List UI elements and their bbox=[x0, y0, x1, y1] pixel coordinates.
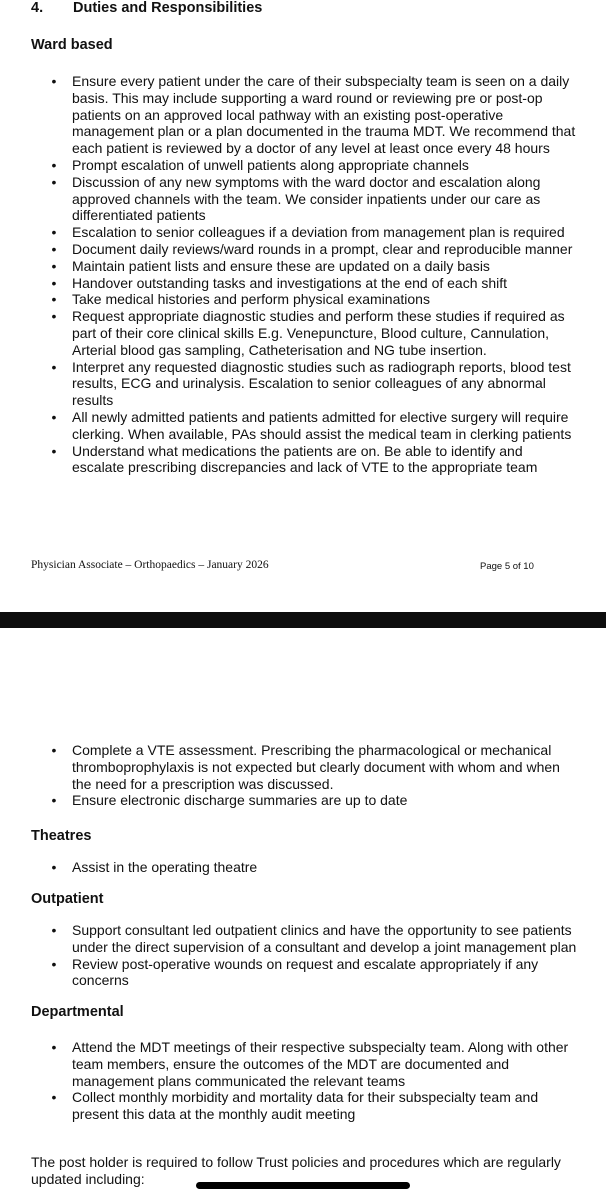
bullet-icon: • bbox=[51, 173, 57, 190]
page-footer-number: Page 5 of 10 bbox=[480, 561, 534, 572]
closing-paragraph: The post holder is required to follow Trust policies and procedures which are regularly updated including: bbox=[31, 1154, 561, 1187]
list-item bbox=[48, 443, 578, 477]
bullet-icon: • bbox=[51, 1089, 57, 1106]
list-item bbox=[48, 956, 578, 990]
list-item bbox=[48, 291, 578, 308]
list-item-text: Complete a VTE assessment. Prescribing the pharmacological or mechanical thromboprophylaxis is not expected but clearly document with whom and when the need for a prescription was discussed. bbox=[72, 742, 560, 792]
bullet-icon: • bbox=[51, 859, 57, 875]
bullet-icon: • bbox=[51, 73, 57, 89]
list-item bbox=[48, 275, 578, 292]
list-item-text: Attend the MDT meetings of their respective subspecialty team. Along with other team members, ensure the outcomes of the MDT are documented and management plans communicated the relevant teams bbox=[72, 1039, 569, 1089]
list-item-text: Collect monthly morbidity and mortality data for their subspecialty team and present this data at the monthly audit meeting bbox=[72, 1089, 539, 1123]
list-item bbox=[48, 742, 578, 792]
list-item-text: Take medical histories and perform physical examinations bbox=[72, 291, 430, 308]
list-item bbox=[48, 157, 578, 174]
list-item bbox=[48, 1039, 578, 1089]
bullet-icon: • bbox=[51, 257, 57, 274]
list-item-text: All newly admitted patients and patients admitted for elective surgery will require clerking. When available, PAs should assist the medical team in clerking patients bbox=[72, 408, 572, 442]
theatres-list bbox=[48, 859, 578, 876]
list-item-text: Document daily reviews/ward rounds in a prompt, clear and reproducible manner bbox=[72, 240, 573, 257]
list-item-text: Prompt escalation of unwell patients along appropriate channels bbox=[72, 156, 469, 173]
bullet-icon: • bbox=[51, 442, 57, 459]
bullet-icon: • bbox=[51, 1039, 57, 1055]
list-item bbox=[48, 308, 578, 358]
list-item-text: Assist in the operating theatre bbox=[72, 859, 258, 875]
theatres-heading: Theatres bbox=[31, 828, 92, 844]
home-indicator[interactable] bbox=[196, 1182, 410, 1189]
bullet-icon: • bbox=[51, 274, 57, 291]
bullet-icon: • bbox=[51, 358, 57, 375]
list-item bbox=[48, 241, 578, 258]
section-number: 4. bbox=[31, 0, 44, 16]
list-item bbox=[48, 859, 578, 876]
list-item-text: Support consultant led outpatient clinics and have the opportunity to see patients under the direct supervision of a consultant and develop a joint management plan bbox=[72, 922, 577, 955]
bullet-icon: • bbox=[51, 156, 57, 173]
list-item-text: Maintain patient lists and ensure these are updated on a daily basis bbox=[72, 257, 490, 274]
list-item bbox=[48, 359, 578, 409]
list-item-text: Review post-operative wounds on request and escalate appropriately if any concerns bbox=[72, 955, 539, 989]
list-item bbox=[48, 792, 578, 809]
outpatient-list bbox=[48, 922, 578, 989]
list-item bbox=[48, 258, 578, 275]
list-item-text: Request appropriate diagnostic studies and perform these studies if required as part of their core clinical skills E.g. Venepuncture, Blood culture, Cannulation, Arterial blood gas sampling, Catheterisation and NG tube insertion. bbox=[72, 308, 565, 358]
departmental-list bbox=[48, 1039, 578, 1123]
list-item bbox=[48, 224, 578, 241]
page-separator bbox=[0, 612, 606, 628]
section-heading bbox=[31, 0, 262, 17]
ward-based-heading: Ward based bbox=[31, 37, 113, 53]
bullet-icon: • bbox=[51, 291, 57, 308]
section-title: Duties and Responsibilities bbox=[73, 0, 263, 16]
list-item-text: Understand what medications the patients are on. Be able to identify and escalate prescribing discrepancies and lack of VTE to the appropriate team bbox=[72, 442, 538, 476]
bullet-icon: • bbox=[51, 308, 57, 325]
list-item-text: Handover outstanding tasks and investigations at the end of each shift bbox=[72, 274, 508, 291]
departmental-heading: Departmental bbox=[31, 1004, 124, 1020]
bullet-icon: • bbox=[51, 408, 57, 425]
list-item bbox=[48, 73, 578, 157]
ward-based-list bbox=[48, 73, 578, 476]
bullet-icon: • bbox=[51, 224, 57, 241]
list-item bbox=[48, 922, 578, 956]
bullet-icon: • bbox=[51, 955, 57, 972]
bullet-icon: • bbox=[51, 240, 57, 257]
list-item-text: Discussion of any new symptoms with the ward doctor and escalation along approved channels with the team. We consider inpatients under our care as differentiated patients bbox=[72, 173, 541, 224]
bullet-icon: • bbox=[51, 742, 57, 758]
list-item-text: Ensure every patient under the care of their subspecialty team is seen on a daily basis. This may include supporting a ward round or reviewing pre or post-op patients on an approved local pathway with an existing post-operative management plan or a plan documented in the trauma MDT. We recommend that each patient is reviewed by a doctor of any level at least once every 48 hours bbox=[72, 73, 576, 157]
bullet-icon: • bbox=[51, 922, 57, 938]
bullet-icon: • bbox=[51, 792, 57, 809]
list-item bbox=[48, 1089, 578, 1123]
list-item bbox=[48, 174, 578, 224]
page-footer-title: Physician Associate – Orthopaedics – January 2026 bbox=[31, 559, 269, 571]
outpatient-heading: Outpatient bbox=[31, 891, 104, 907]
ward-based-continued-list bbox=[48, 742, 578, 809]
list-item-text: Interpret any requested diagnostic studies such as radiograph reports, blood test results, ECG and urinalysis. Escalation to senior colleagues of any abnormal results bbox=[72, 358, 571, 409]
list-item-text: Escalation to senior colleagues if a deviation from management plan is required bbox=[72, 224, 565, 241]
list-item-text: Ensure electronic discharge summaries are up to date bbox=[72, 792, 408, 809]
list-item bbox=[48, 409, 578, 443]
